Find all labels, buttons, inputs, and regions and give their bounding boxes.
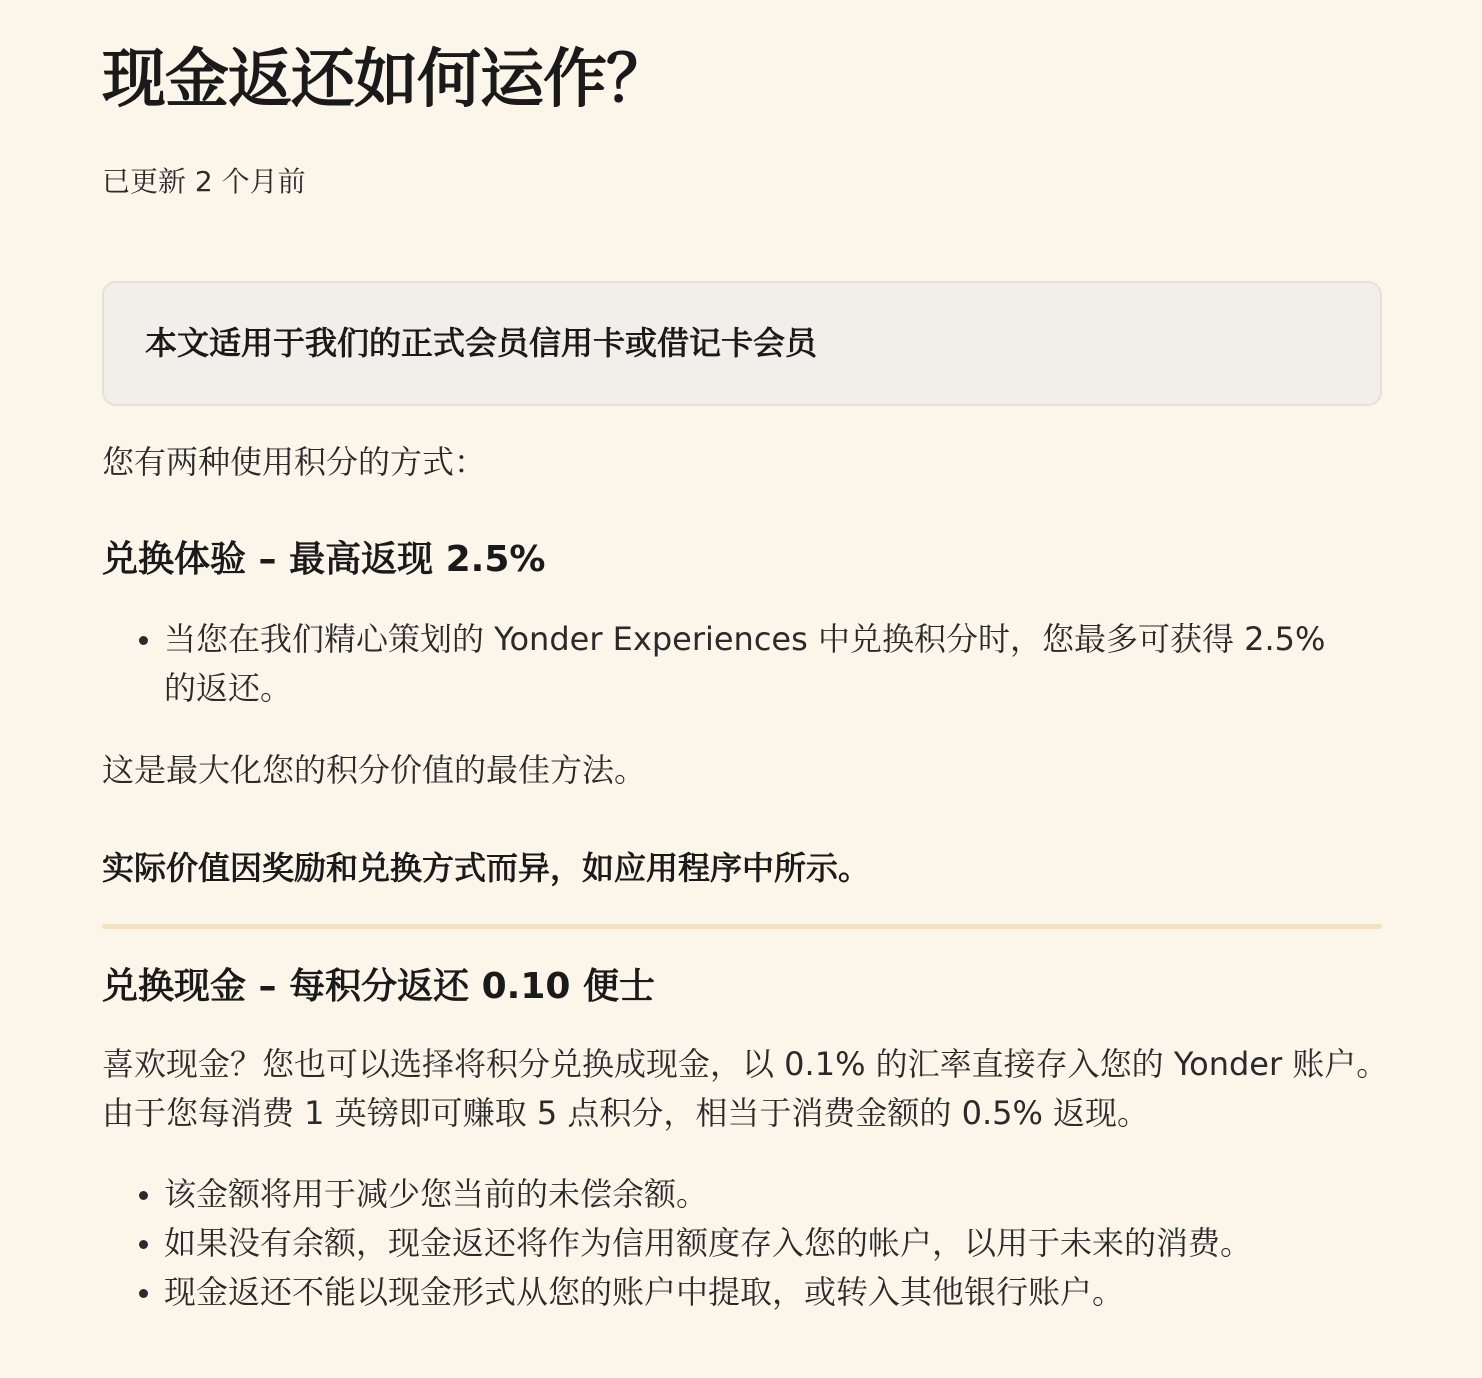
cash-bullet-list [102, 1170, 1382, 1317]
list-item-text: 该金额将用于减少您当前的未偿余额。 [164, 1175, 709, 1213]
section-heading-cash: 兑换现金 – 每积分返还 0.10 便士 [102, 966, 655, 1007]
value-disclaimer: 实际价值因奖励和兑换方式而异，如应用程序中所示。 [102, 849, 871, 887]
callout-text: 本文适用于我们的正式会员信用卡或借记卡会员 [145, 324, 818, 362]
bullet-dot [139, 1240, 148, 1249]
list-item-text: 如果没有余额，现金返还将作为信用额度存入您的帐户，以用于未来的消费。 [164, 1224, 1253, 1262]
best-method-paragraph: 这是最大化您的积分价值的最佳方法。 [102, 751, 647, 789]
intro-paragraph: 您有两种使用积分的方式： [102, 443, 487, 481]
list-item [102, 1170, 1382, 1219]
list-item [102, 1219, 1382, 1268]
section-divider [102, 924, 1382, 929]
bullet-dot [139, 1289, 148, 1298]
list-item [102, 615, 1364, 713]
list-item [102, 1268, 1382, 1317]
list-item-text: 现金返还不能以现金形式从您的账户中提取，或转入其他银行账户。 [164, 1273, 1125, 1311]
bullet-dot [139, 1191, 148, 1200]
info-callout [102, 281, 1382, 406]
list-item-text: 当您在我们精心策划的 Yonder Experiences 中兑换积分时，您最多可获得 2.5% 的返还。 [164, 620, 1326, 707]
page-title: 现金返还如何运作？ [102, 43, 669, 117]
cash-paragraph-line-2: 由于您每消费 1 英镑即可赚取 5 点积分，相当于消费金额的 0.5% 返现。 [102, 1094, 1150, 1132]
bullet-dot [139, 636, 148, 645]
updated-timestamp: 已更新 2 个月前 [102, 165, 306, 198]
cash-paragraph-line-1: 喜欢现金？您也可以选择将积分兑换成现金，以 0.1% 的汇率直接存入您的 Yonder 账户。 [102, 1045, 1389, 1083]
experiences-bullet-list [102, 615, 1382, 713]
section-heading-experiences: 兑换体验 – 最高返现 2.5% [102, 539, 546, 580]
